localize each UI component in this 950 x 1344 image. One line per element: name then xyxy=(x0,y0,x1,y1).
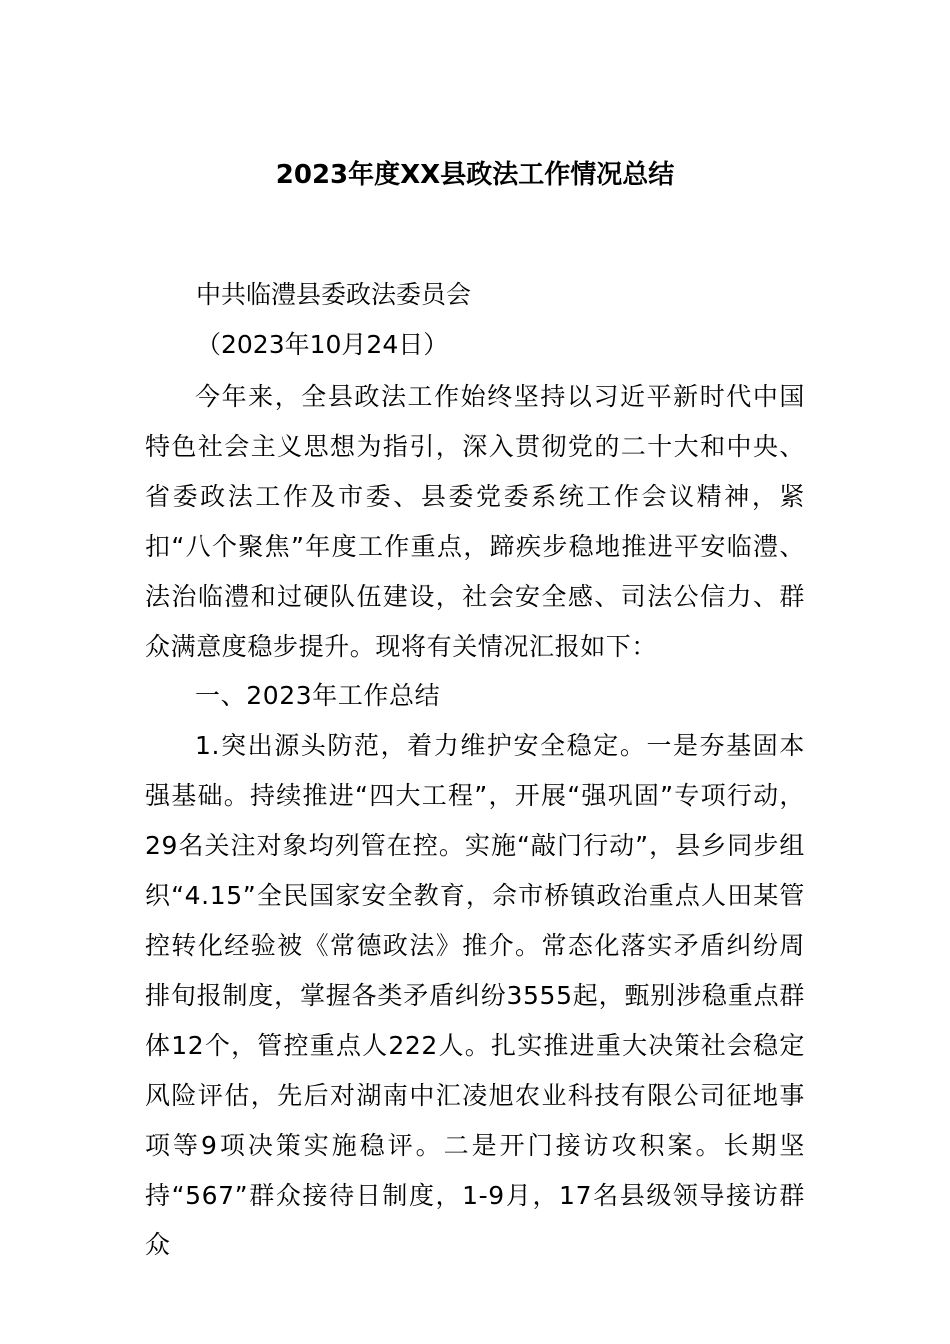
document-body xyxy=(145,372,805,1270)
section-heading: 一、2023年工作总结 xyxy=(195,681,441,711)
issuing-organization: 中共临澧县委政法委员会 xyxy=(196,280,472,309)
body-paragraph: 今年来，全县政法工作始终坚持以习近平新时代中国特色社会主义思想为指引，深入贯彻党的二十大和中央、省委政法工作及市委、县委党委系统工作会议精神，紧扣“八个聚焦”年度工作重点，蹄疾步稳地推进平安临澧、法治临澧和过硬队伍建设，社会安全感、司法公信力、群众满意度稳步提升。现将有关情况汇报如下： xyxy=(145,382,805,661)
document-date: （2023年10月24日） xyxy=(196,330,449,359)
body-paragraph: 1.突出源头防范，着力维护安全稳定。一是夯基固本强基础。持续推进“四大工程”，开展“强巩固”专项行动，29名关注对象均列管在控。实施“敲门行动”，县乡同步组织“4.15”全民国家安全教育，佘市桥镇政治重点人田某管控转化经验被《常德政法》推介。常态化落实矛盾纠纷周排旬报制度，掌握各类矛盾纠纷3555起，甄别涉稳重点群体12个，管控重点人222人。扎实推进重大决策社会稳定风险评估，先后对湖南中汇凌旭农业科技有限公司征地事项等9项决策实施稳评。二是开门接访攻积案。长期坚持“567”群众接待日制度，1-9月，17名县级领导接访群众 xyxy=(145,731,805,1260)
document-title: 2023年度XX县政法工作情况总结 xyxy=(275,160,675,190)
